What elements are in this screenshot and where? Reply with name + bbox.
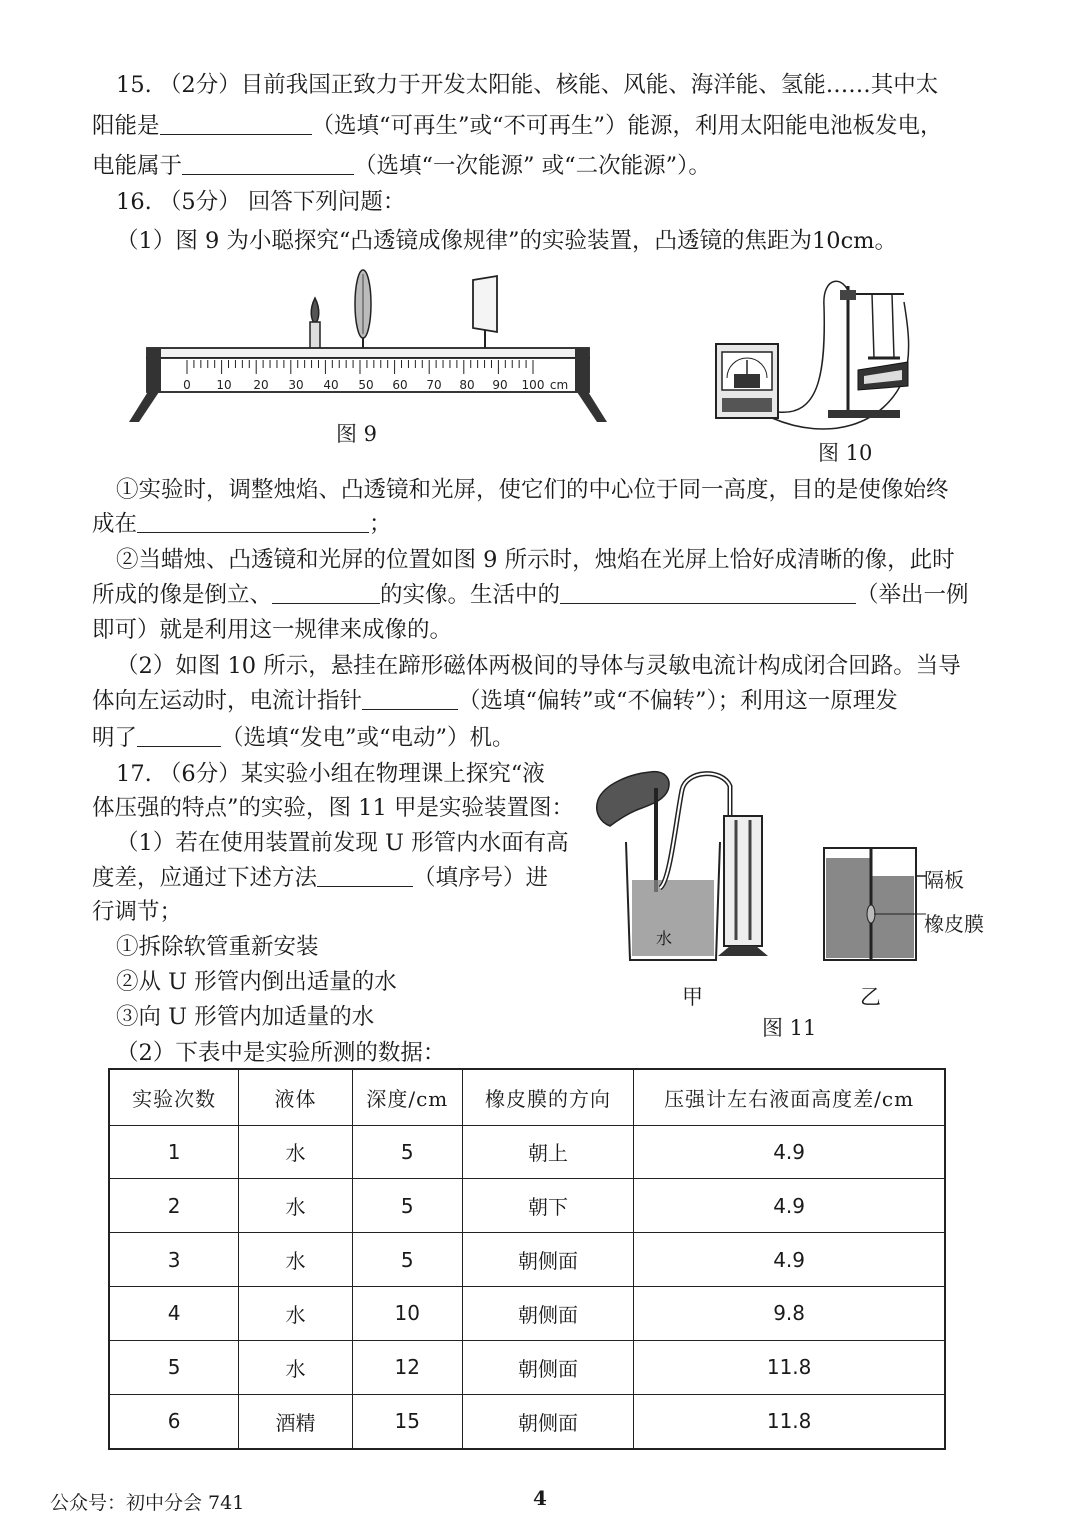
q16-blank-3[interactable]	[560, 583, 856, 604]
table-header: 橡皮膜的方向	[462, 1069, 634, 1125]
figure-9-optical-bench	[125, 262, 615, 427]
table-header: 深度/cm	[352, 1069, 462, 1125]
q15-text: （选填“可再生”或“不可再生”）能源，利用太阳能电池板发电，	[311, 113, 943, 139]
footer-source: 公众号：初中分会 741	[50, 1492, 245, 1514]
q16-part-2-line-3	[92, 726, 515, 750]
q17-option-1: ①拆除软管重新安装	[116, 934, 319, 960]
q15-text: 阳能是	[92, 113, 160, 139]
table-cell: 朝侧面	[462, 1340, 634, 1394]
q16-blank-2[interactable]	[272, 583, 380, 604]
table-header: 压强计左右液面高度差/cm	[634, 1069, 945, 1125]
q15-blank-1[interactable]	[160, 114, 312, 135]
table-row	[109, 1233, 945, 1287]
candle-icon	[310, 298, 320, 350]
figure-10-caption: 图 10	[818, 441, 873, 465]
table-cell: 4	[109, 1287, 239, 1341]
q15-line-3	[92, 154, 711, 178]
q15-line-1: 15. （2分）目前我国正致力于开发太阳能、核能、风能、海洋能、氢能……其中太	[116, 72, 939, 98]
q17-line-2: 体压强的特点”的实验，图 11 甲是实验装置图：	[92, 795, 574, 821]
ruler-label: cm	[549, 378, 569, 392]
q16-part-2-line-2	[92, 689, 898, 713]
q17-text: 度差，应通过下述方法	[92, 865, 318, 891]
table-cell: 2	[109, 1179, 239, 1233]
table-cell: 朝下	[462, 1179, 634, 1233]
ruler-label: 60	[392, 378, 408, 392]
q16-text: （选填“偏转”或“不偏转”）；利用这一原理发	[458, 688, 898, 714]
table-cell: 10	[352, 1287, 462, 1341]
q15-text: 电能属于	[92, 153, 183, 179]
ruler-label: 0	[183, 378, 191, 392]
ruler-label: 100	[521, 378, 545, 392]
figure-9-caption: 图 9	[336, 422, 378, 446]
ruler-label: 10	[216, 378, 232, 392]
table-row	[109, 1340, 945, 1394]
page-number: 4	[533, 1486, 547, 1510]
table-cell: 水	[239, 1340, 353, 1394]
label-jia: 甲	[682, 985, 703, 1009]
q16-text: 的实像。生活中的	[380, 582, 561, 608]
q17-option-2: ②从 U 形管内倒出适量的水	[116, 969, 397, 995]
table-cell: 5	[352, 1233, 462, 1287]
ruler-label: 40	[323, 378, 339, 392]
table-cell: 朝上	[462, 1125, 634, 1179]
q17-line-1: 17. （6分）某实验小组在物理课上探究“液	[116, 761, 545, 787]
ruler-label: 90	[492, 378, 508, 392]
table-cell: 水	[239, 1125, 353, 1179]
q16-step-2-line-2	[92, 583, 969, 607]
table-cell: 1	[109, 1125, 239, 1179]
table-cell: 朝侧面	[462, 1287, 634, 1341]
table-cell: 4.9	[634, 1179, 945, 1233]
q16-part-1: （1）图 9 为小聪探究“凸透镜成像规律”的实验装置，凸透镜的焦距为10cm。	[116, 228, 898, 254]
table-row	[109, 1287, 945, 1341]
q16-step-2-line-3: 即可）就是利用这一规律来成像的。	[92, 617, 453, 643]
q16-part-2-line-1: （2）如图 10 所示，悬挂在蹄形磁体两极间的导体与灵敏电流计构成闭合回路。当导	[116, 653, 961, 679]
table-row	[109, 1394, 945, 1449]
table-header: 液体	[239, 1069, 353, 1125]
q16-text: 成在	[92, 511, 138, 537]
table-cell: 5	[352, 1125, 462, 1179]
table-cell: 朝侧面	[462, 1394, 634, 1449]
q17-line-4	[92, 866, 548, 890]
table-cell: 6	[109, 1394, 239, 1449]
data-table	[108, 1068, 946, 1450]
q16-step-1-line-1: ①实验时，调整烛焰、凸透镜和光屏，使它们的中心位于同一高度，目的是使像始终	[116, 477, 949, 503]
q16-text: ；	[369, 511, 392, 537]
beaker-icon	[626, 842, 720, 960]
horseshoe-magnet-icon	[858, 362, 908, 390]
ruler-label: 80	[459, 378, 475, 392]
table-header: 实验次数	[109, 1069, 239, 1125]
table-cell: 3	[109, 1233, 239, 1287]
ruler-label: 20	[253, 378, 269, 392]
table-cell: 11.8	[634, 1394, 945, 1449]
galvanometer-icon	[716, 344, 778, 418]
partitioned-container-icon	[824, 848, 926, 960]
light-screen-icon	[473, 276, 497, 350]
table-cell: 4.9	[634, 1125, 945, 1179]
q17-part-2: （2）下表中是实验所测的数据：	[116, 1040, 446, 1066]
hand-icon	[597, 772, 669, 826]
table-cell: 11.8	[634, 1340, 945, 1394]
table-cell: 12	[352, 1340, 462, 1394]
q17-text: （填序号）进	[413, 865, 549, 891]
table-cell: 9.8	[634, 1287, 945, 1341]
table-cell: 水	[239, 1287, 353, 1341]
table-cell: 酒精	[239, 1394, 353, 1449]
ruler-label: 70	[426, 378, 442, 392]
table-cell: 5	[109, 1340, 239, 1394]
table-row	[109, 1179, 945, 1233]
u-tube-manometer-icon	[718, 816, 768, 956]
partition-label: 隔板	[924, 868, 964, 892]
label-yi: 乙	[860, 985, 881, 1009]
figure-10-galvanometer-setup	[708, 266, 928, 436]
q17-blank-1[interactable]	[317, 866, 413, 887]
q15-blank-2[interactable]	[182, 154, 354, 175]
q16-heading: 16. （5分） 回答下列问题：	[116, 189, 406, 215]
table-cell: 4.9	[634, 1233, 945, 1287]
q16-text: 明了	[92, 725, 138, 751]
table-cell: 水	[239, 1233, 353, 1287]
table-cell: 朝侧面	[462, 1233, 634, 1287]
table-cell: 5	[352, 1179, 462, 1233]
q16-blank-4[interactable]	[362, 689, 458, 710]
q15-line-2	[92, 114, 943, 138]
q16-blank-1[interactable]	[137, 512, 369, 533]
ruler-label: 50	[358, 378, 374, 392]
water-label: 水	[656, 929, 673, 948]
q16-step-2-line-1: ②当蜡烛、凸透镜和光屏的位置如图 9 所示时，烛焰在光屏上恰好成清晰的像，此时	[116, 547, 955, 573]
table-row	[109, 1125, 945, 1179]
q15-text: （选填“一次能源” 或“二次能源”）。	[354, 153, 711, 179]
q17-option-3: ③向 U 形管内加适量的水	[116, 1004, 375, 1030]
rubber-membrane-label: 橡皮膜	[924, 912, 984, 936]
q16-blank-5[interactable]	[137, 726, 221, 747]
figure-11-caption: 图 11	[762, 1016, 817, 1040]
convex-lens-icon	[355, 270, 371, 350]
q16-step-1-line-2	[92, 512, 392, 536]
ruler-label: 30	[288, 378, 304, 392]
q16-text: （选填“发电”或“电动”）机。	[221, 725, 515, 751]
table-cell: 水	[239, 1179, 353, 1233]
q16-text: （举出一例	[856, 582, 969, 608]
q17-line-3: （1）若在使用装置前发现 U 形管内水面有高	[116, 830, 569, 856]
q17-line-5: 行调节；	[92, 899, 183, 925]
q16-text: 体向左运动时，电流计指针	[92, 688, 363, 714]
table-cell: 15	[352, 1394, 462, 1449]
table-header-row	[109, 1069, 945, 1125]
q16-text: 所成的像是倒立、	[92, 582, 273, 608]
